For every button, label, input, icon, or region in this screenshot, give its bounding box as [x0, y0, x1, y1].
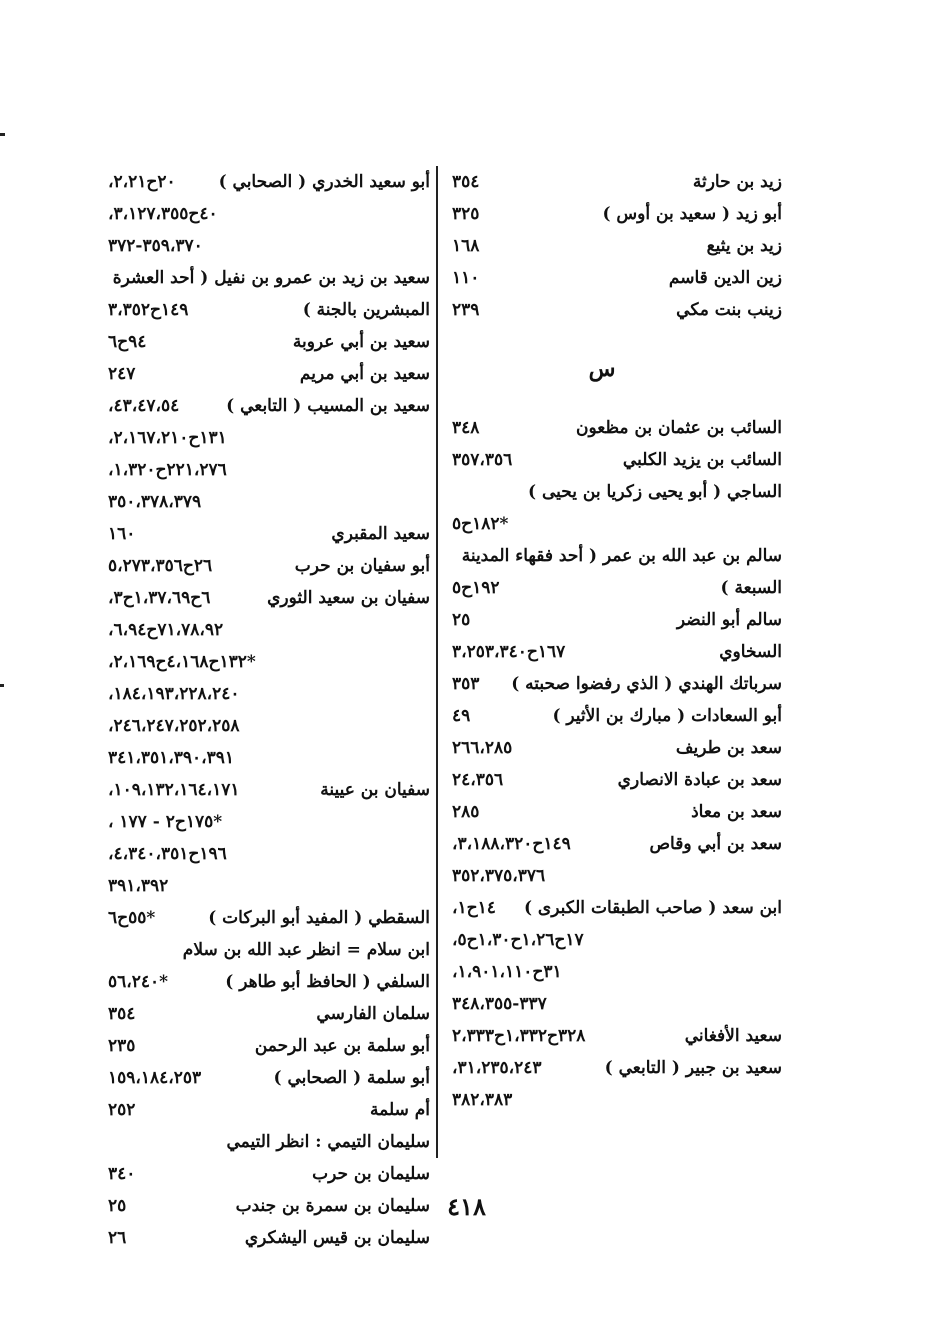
- entry-pages: ١٩٦ح٤،٣٤٠،٣٥١،: [108, 844, 227, 864]
- entry-name: ابن سلام = انظر عبد الله بن سلام: [182, 940, 430, 960]
- index-entry: [452, 604, 782, 636]
- entry-name: سعيد بن أبي عروبة: [292, 332, 430, 352]
- entry-pages: ٤٠ح٣،١٢٧،٣٥٥،: [108, 204, 218, 224]
- index-entry: [108, 294, 430, 326]
- entry-pages: ١٤٩ح٣،٣٥٢: [108, 300, 189, 320]
- index-entry: [108, 806, 430, 838]
- entry-pages: ٣٥٠،٣٧٨،٣٧٩: [108, 492, 202, 512]
- entry-pages: ٣١،٢٣٥،٢٤٣،: [452, 1058, 542, 1078]
- entry-pages: *٥٥ح٦: [108, 908, 156, 928]
- index-entry: [108, 838, 430, 870]
- index-entry: [108, 518, 430, 550]
- entry-name: سليمان التيمي : انظر التيمي: [226, 1132, 430, 1152]
- entry-pages: ٣٨٢،٣٨٣: [452, 1090, 513, 1110]
- entry-pages: ١٤٩ح٣،١٨٨،٣٢٠،: [452, 834, 571, 854]
- entry-pages: ٤٣،٤٧،٥٤،: [108, 396, 180, 416]
- index-entry: [452, 1020, 782, 1052]
- entry-pages: ٣٥٧،٣٥٦: [452, 450, 513, 470]
- index-entry: [108, 550, 430, 582]
- section-letter-heading: س: [588, 356, 616, 382]
- index-entry: [452, 508, 782, 540]
- index-entry: [108, 710, 430, 742]
- entry-name: سعد بن طريف: [675, 738, 782, 758]
- entry-pages: ٣٥٣: [452, 674, 480, 694]
- margin-mark: [0, 133, 5, 136]
- entry-pages: ٢٦٦،٢٨٥: [452, 738, 513, 758]
- margin-mark: [0, 684, 4, 687]
- entry-pages: ٣٥٤: [108, 1004, 136, 1024]
- index-entry: [452, 412, 782, 444]
- entry-name: سعيد بن المسيب ( التابعي ): [226, 396, 430, 416]
- entry-name: السائب بن عثمان بن مظعون: [576, 418, 782, 438]
- entry-name: سعيد المقبري: [331, 524, 430, 544]
- entry-name: سفيان بن سعيد الثوري: [267, 588, 430, 608]
- entry-pages: ٣٥٤: [452, 172, 480, 192]
- index-entry: [452, 860, 782, 892]
- entry-pages: ٣٤١،٣٥١،٣٩٠،٣٩١: [108, 748, 235, 768]
- entry-name: أبو سفيان بن حرب: [294, 556, 430, 576]
- entry-pages: ٢٣٩: [452, 300, 480, 320]
- entry-name: سرباتك الهندي ( الذي رفضوا صحبته ): [511, 674, 782, 694]
- index-entry: [108, 230, 430, 262]
- entry-pages: ٢٨٥: [452, 802, 480, 822]
- entry-name: سالم بن عبد الله بن عمر ( أحد فقهاء المدينة: [461, 546, 782, 566]
- index-group-zay: [452, 166, 782, 326]
- index-entry: [108, 326, 430, 358]
- index-entry: [452, 262, 782, 294]
- entry-name: زيد بن يثيع: [706, 236, 782, 256]
- index-entry: [108, 774, 430, 806]
- entry-name: سعيد الأفغاني: [684, 1026, 782, 1046]
- entry-name: سعد بن عبادة الانصاري: [617, 770, 782, 790]
- entry-pages: ١١٠: [452, 268, 480, 288]
- entry-name: سعد بن أبي وقاص: [649, 834, 782, 854]
- index-entry: [452, 166, 782, 198]
- entry-name: السقطي ( المفيد أبو البركات ): [208, 908, 430, 928]
- entry-pages: ١٠٩،١٣٢،١٦٤،١٧١،: [108, 780, 240, 800]
- index-entry: [108, 1126, 430, 1158]
- entry-name: سعيد بن زيد بن عمرو بن نفيل ( أحد العشرة: [112, 268, 430, 288]
- page-number: ٤١٨: [447, 1192, 486, 1221]
- entry-name: سعد بن معاذ: [691, 802, 782, 822]
- index-entry: [452, 1052, 782, 1084]
- entry-name: أبو سلمة بن عبد الرحمن: [254, 1036, 430, 1056]
- index-entry: [108, 486, 430, 518]
- entry-pages: ١٥٩،١٨٤،٢٥٣: [108, 1068, 202, 1088]
- entry-pages: ٦ح١،٣٧،٦٩ح٣،: [108, 588, 211, 608]
- entry-pages: ٣٥٢،٣٧٥،٣٧٦: [452, 866, 546, 886]
- entry-pages: ١٦٠: [108, 524, 136, 544]
- entry-name: سفيان بن عيينة: [320, 780, 430, 800]
- index-entry: [108, 742, 430, 774]
- entry-name: أبو السعادات ( مبارك بن الأثير ): [552, 706, 782, 726]
- index-entry: [108, 902, 430, 934]
- entry-pages: ٣٢٨ح١،٣٣٢ح٢،٣٣٣: [452, 1026, 586, 1046]
- entry-name: سليمان بن قيس اليشكري: [244, 1228, 430, 1248]
- index-entry: [108, 870, 430, 902]
- index-entry: [452, 636, 782, 668]
- index-entry: [452, 732, 782, 764]
- index-entry: [108, 646, 430, 678]
- index-entry: [452, 1084, 782, 1116]
- entry-pages: ٢٢١،٢٧٦ح١،٣٢٠،: [108, 460, 227, 480]
- index-entry: [452, 572, 782, 604]
- entry-name: ابن سعد ( صاحب الطبقات الكبرى ): [523, 898, 782, 918]
- index-entry: [452, 924, 782, 956]
- index-entry: [452, 796, 782, 828]
- entry-pages: ٣٤٠: [108, 1164, 136, 1184]
- index-entry: [108, 1062, 430, 1094]
- entry-name: زينب بنت مكي: [676, 300, 782, 320]
- entry-pages: ٩٤ح٦: [108, 332, 147, 352]
- entry-pages: ١٧ح١،٢٦ح١،٣٠ح٥،: [452, 930, 584, 950]
- index-entry: [452, 828, 782, 860]
- index-entry: [108, 358, 430, 390]
- entry-name: سالم أبو النضر: [676, 610, 782, 630]
- entry-name: أم سلمة: [370, 1100, 430, 1120]
- index-column-right: [452, 166, 782, 1116]
- index-entry: [108, 1158, 430, 1190]
- entry-pages: ٣٢٥: [452, 204, 480, 224]
- entry-pages: ٢٦ح٥،٢٧٣،٣٥٦: [108, 556, 213, 576]
- entry-name: سليمان بن سمرة بن جندب: [235, 1196, 430, 1216]
- entry-pages: ١٦٨: [452, 236, 480, 256]
- entry-name: الساجي ( أبو يحيى زكريا بن يحيى ): [528, 482, 782, 502]
- column-divider: [436, 166, 438, 1158]
- index-entry: [452, 764, 782, 796]
- entry-name: زيد بن حارثة: [692, 172, 782, 192]
- entry-pages: ٣٤٨: [452, 418, 480, 438]
- index-entry: [452, 444, 782, 476]
- index-entry: [108, 422, 430, 454]
- entry-pages: ١٤ح١،: [452, 898, 496, 918]
- index-entry: [108, 198, 430, 230]
- entry-pages: ٣٥٩،٣٧٠-٣٧٢: [108, 236, 203, 256]
- index-entry: [452, 668, 782, 700]
- entry-pages: ١٣١ح٢،١٦٧،٢١٠،: [108, 428, 227, 448]
- index-group-sin: [452, 412, 782, 1116]
- index-column-left: [108, 166, 430, 1254]
- entry-pages: ٢٦: [108, 1228, 127, 1248]
- index-entry: [452, 198, 782, 230]
- index-entry: [452, 956, 782, 988]
- entry-pages: ١٦٧ح٣،٢٥٣،٣٤٠: [452, 642, 566, 662]
- index-entry: [108, 262, 430, 294]
- entry-pages: ٣٣٧-٣٤٨،٣٥٥: [452, 994, 547, 1014]
- index-entry: [108, 1222, 430, 1254]
- index-entry: [452, 988, 782, 1020]
- entry-pages: ٢٠ح٢،٢١،: [108, 172, 176, 192]
- entry-pages: ٣١ح١،٩٠١،١١٠،: [452, 962, 562, 982]
- index-entry: [108, 454, 430, 486]
- entry-name: سعيد بن أبي مريم: [299, 364, 430, 384]
- index-entry: [452, 294, 782, 326]
- entry-pages: ٢٥: [452, 610, 471, 630]
- entry-pages: ٧١،٧٨،٩٢ح٦،٩٤،: [108, 620, 224, 640]
- index-entry: [452, 540, 782, 572]
- entry-pages: *٥٦،٢٤٠: [108, 972, 169, 992]
- entry-pages: *١٧٥ح٢ - ١٧٧ ،: [108, 812, 223, 832]
- entry-pages: ٢٣٥: [108, 1036, 136, 1056]
- index-entry: [108, 1030, 430, 1062]
- entry-pages: ٢٥: [108, 1196, 127, 1216]
- entry-pages: ١٩٢ح٥: [452, 578, 500, 598]
- entry-name: السلفي ( الحافظ أبو طاهر ): [225, 972, 430, 992]
- entry-name: المبشرين بالجنة ): [302, 300, 430, 320]
- index-entry: [108, 166, 430, 198]
- index-entry: [108, 1094, 430, 1126]
- entry-name: السائب بن يزيد الكلبي: [622, 450, 782, 470]
- entry-name: السخاوي: [719, 642, 782, 662]
- entry-pages: *١٨٢ح٥: [452, 514, 509, 534]
- entry-name: سليمان بن حرب: [312, 1164, 430, 1184]
- entry-name: أبو سعيد الخدري ( الصحابي ): [218, 172, 430, 192]
- index-entry: [108, 998, 430, 1030]
- index-entry: [452, 230, 782, 262]
- entry-pages: ١٨٤،١٩٣،٢٢٨،٢٤٠،: [108, 684, 240, 704]
- entry-pages: ٢٤٦،٢٤٧،٢٥٢،٢٥٨،: [108, 716, 240, 736]
- index-entry: [452, 700, 782, 732]
- index-group-sin-continued: [108, 166, 430, 1254]
- index-entry: [108, 966, 430, 998]
- entry-name: سعيد بن جبير ( التابعي ): [604, 1058, 782, 1078]
- index-entry: [452, 476, 782, 508]
- index-entry: [108, 390, 430, 422]
- entry-pages: ٢٥٢: [108, 1100, 136, 1120]
- index-entry: [108, 582, 430, 614]
- entry-pages: ٣٩١،٣٩٢: [108, 876, 169, 896]
- entry-pages: *١٣٢ح٤،١٦٨ح٢،١٦٩،: [108, 652, 256, 672]
- index-entry: [452, 892, 782, 924]
- entry-pages: ٤٩: [452, 706, 471, 726]
- entry-pages: ٢٤،٣٥٦: [452, 770, 504, 790]
- entry-name: أبو سلمة ( الصحابي ): [273, 1068, 430, 1088]
- entry-pages: ٢٤٧: [108, 364, 136, 384]
- entry-name: أبو زيد ( سعيد بن أوس ): [602, 204, 782, 224]
- index-entry: [108, 678, 430, 710]
- entry-name: السبعة ): [720, 578, 782, 598]
- index-entry: [108, 934, 430, 966]
- entry-name: سلمان الفارسي: [316, 1004, 430, 1024]
- entry-name: زين الدين قاسم: [668, 268, 782, 288]
- index-entry: [108, 614, 430, 646]
